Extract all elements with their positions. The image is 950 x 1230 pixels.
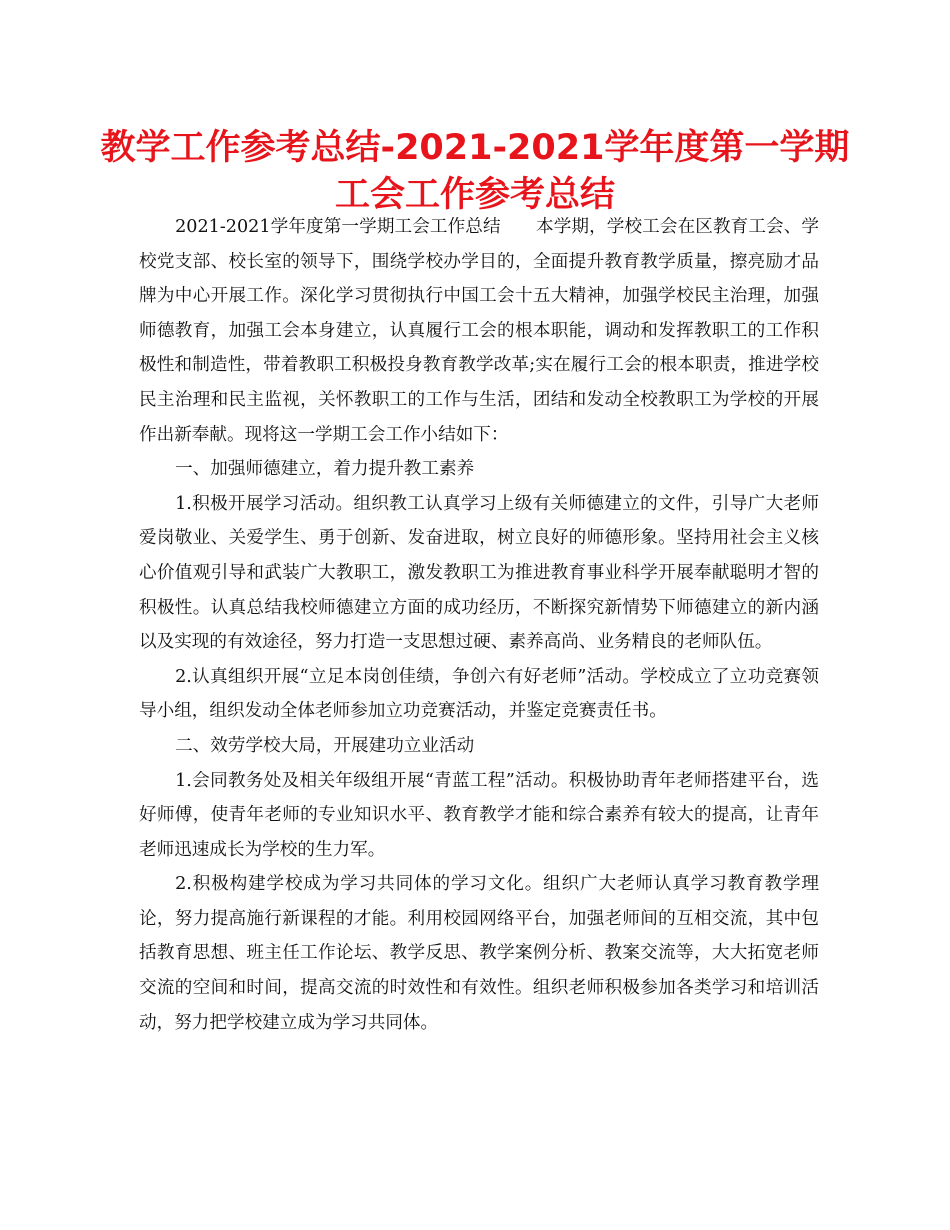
paragraph-1-2: 2.认真组织开展“立足本岗创佳绩，争创六有好老师”活动。学校成立了立功竞赛领导小组，组织发动全体老师参加立功竞赛活动，并鉴定竞赛责任书。 (139, 666, 819, 722)
section-heading-1: 一、加强师德建立，着力提升教工素养 (175, 459, 475, 480)
section-heading-2: 二、效劳学校大局，开展建功立业活动 (175, 735, 475, 756)
paragraph-2-1: 1.会同教务处及相关年级组开展“青蓝工程”活动。积极协助青年老师搭建平台，选好师傅，使青年老师的专业知识水平、教育教学才能和综合素养有较大的提高，让青年老师迅速成长为学校的生力军。 (139, 770, 819, 860)
document-body (139, 210, 819, 1040)
document-title-line-2: 工会工作参考总结 (334, 175, 615, 215)
paragraph-intro: 2021-2021学年度第一学期工会工作总结 本学期，学校工会在区教育工会、学校党支部、校长室的领导下，围绕学校办学目的，全面提升教育教学质量，擦亮励才品牌为中心开展工作。深化学习贯彻执行中国工会十五大精神，加强学校民主治理，加强师德教育，加强工会本身建立，认真履行工会的根本职能，调动和发挥教职工的工作积极性和制造性，带着教职工积极投身教育教学改革;实在履行工会的根本职责，推进学校民主治理和民主监视，关怀教职工的工作与生活，团结和发动全校教职工为学校的开展作出新奉献。现将这一学期工会工作小结如下： (139, 217, 819, 445)
paragraph-1-1: 1.积极开展学习活动。组织教工认真学习上级有关师德建立的文件，引导广大老师爱岗敬业、关爱学生、勇于创新、发奋进取，树立良好的师德形象。坚持用社会主义核心价值观引导和武装广大教职工，激发教职工为推进教育事业科学开展奉献聪明才智的积极性。认真总结我校师德建立方面的成功经历，不断探究新情势下师德建立的新内涵以及实现的有效途径，努力打造一支思想过硬、素养高尚、业务精良的老师队伍。 (139, 493, 819, 653)
document-title-line-1: 教学工作参考总结-2021-2021学年度第一学期 (100, 128, 850, 168)
paragraph-2-2: 2.积极构建学校成为学习共同体的学习文化。组织广大老师认真学习教育教学理论，努力提高施行新课程的才能。利用校园网络平台，加强老师间的互相交流，其中包括教育思想、班主任工作论坛、教学反思、教学案例分析、教案交流等，大大拓宽老师交流的空间和时间，提高交流的时效性和有效性。组织老师积极参加各类学习和培训活动，努力把学校建立成为学习共同体。 (139, 874, 819, 1033)
